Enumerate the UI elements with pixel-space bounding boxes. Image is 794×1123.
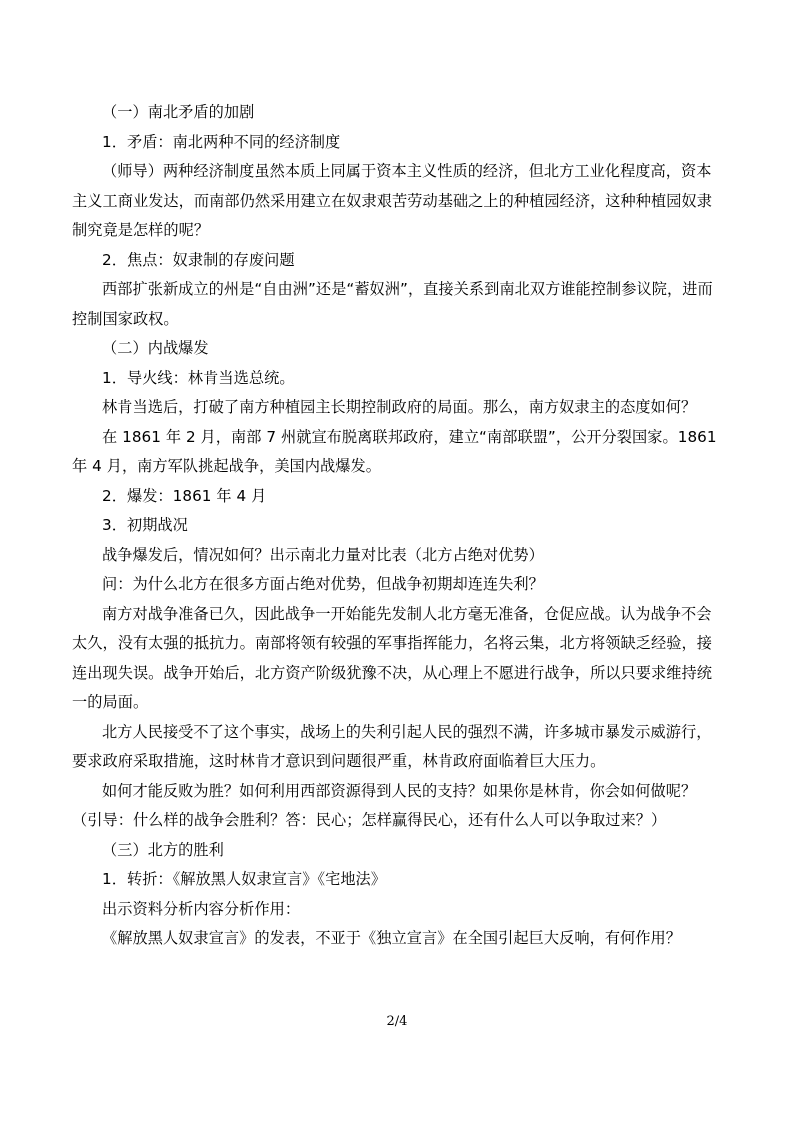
paragraph: 北方人民接受不了这个事实，战场上的失利引起人民的强烈不满，许多城市暴发示威游行，要求政府采取措施，这时林肯才意识到问题很严重，林肯政府面临着巨大压力。 (72, 722, 712, 770)
section-heading-2: （二）内战爆发 (102, 339, 209, 357)
paragraph: 3．初期战况 (102, 516, 188, 534)
paragraph: 《解放黑人奴隶宣言》的发表，不亚于《独立宣言》在全国引起巨大反响，有何作用？ (102, 929, 682, 947)
paragraph: 如何才能反败为胜？如何利用西部资源得到人民的支持？如果你是林肯，你会如何做呢？（引导：什么样的战争会胜利？答：民心；怎样赢得民心，还有什么人可以争取过来？） (72, 781, 697, 829)
paragraph: 1．矛盾：南北两种不同的经济制度 (102, 132, 341, 151)
paragraph: 1．转折：《解放黑人奴隶宣言》《宅地法》 (102, 870, 387, 888)
paragraph: 在 1861 年 2 月，南部 7 州就宣布脱离联邦政府，建立“南部联盟”，公开分裂国家。1861 年 4 月，南方军队挑起战争，美国内战爆发。 (72, 427, 717, 475)
paragraph: 1．导火线：林肯当选总统。 (102, 368, 295, 387)
page-number: 2/4 (386, 1014, 408, 1029)
paragraph: 南方对战争准备已久，因此战争一开始能先发制人北方毫无准备，仓促应战。认为战争不会太久，没有太强的抵抗力。南部将领有较强的军事指挥能力，名将云集，北方将领缺乏经验，接连出现失误。战争开始后，北方资产阶级犹豫不决，从心理上不愿进行战争，所以只要求维持统一的局面。 (72, 604, 712, 711)
paragraph: 林肯当选后，打破了南方种植园主长期控制政府的局面。那么，南方奴隶主的态度如何？ (102, 398, 697, 416)
document-body (72, 98, 722, 954)
paragraph: 西部扩张新成立的州是“自由洲”还是“蓄奴洲”，直接关系到南北双方谁能控制参议院，进而控制国家政权。 (72, 280, 713, 328)
paragraph: 战争爆发后，情况如何？出示南北力量对比表（北方占绝对优势） (102, 545, 544, 564)
paragraph: 2．爆发：1861 年 4 月 (102, 486, 267, 505)
paragraph: 出示资料分析内容分析作用： (102, 899, 301, 918)
paragraph: （师导）两种经济制度虽然本质上同属于资本主义性质的经济，但北方工业化程度高，资本主义工商业发达，而南部仍然采用建立在奴隶艰苦劳动基础之上的种植园经济，这种种植园奴隶制究竟是怎样的呢？ (72, 162, 712, 239)
section-heading-1: （一）南北矛盾的加剧 (102, 103, 255, 121)
paragraph: 2．焦点：奴隶制的存废问题 (102, 250, 295, 269)
section-heading-3: （三）北方的胜利 (102, 840, 224, 859)
paragraph: 问：为什么北方在很多方面占绝对优势，但战争初期却连连失利？ (102, 575, 544, 593)
